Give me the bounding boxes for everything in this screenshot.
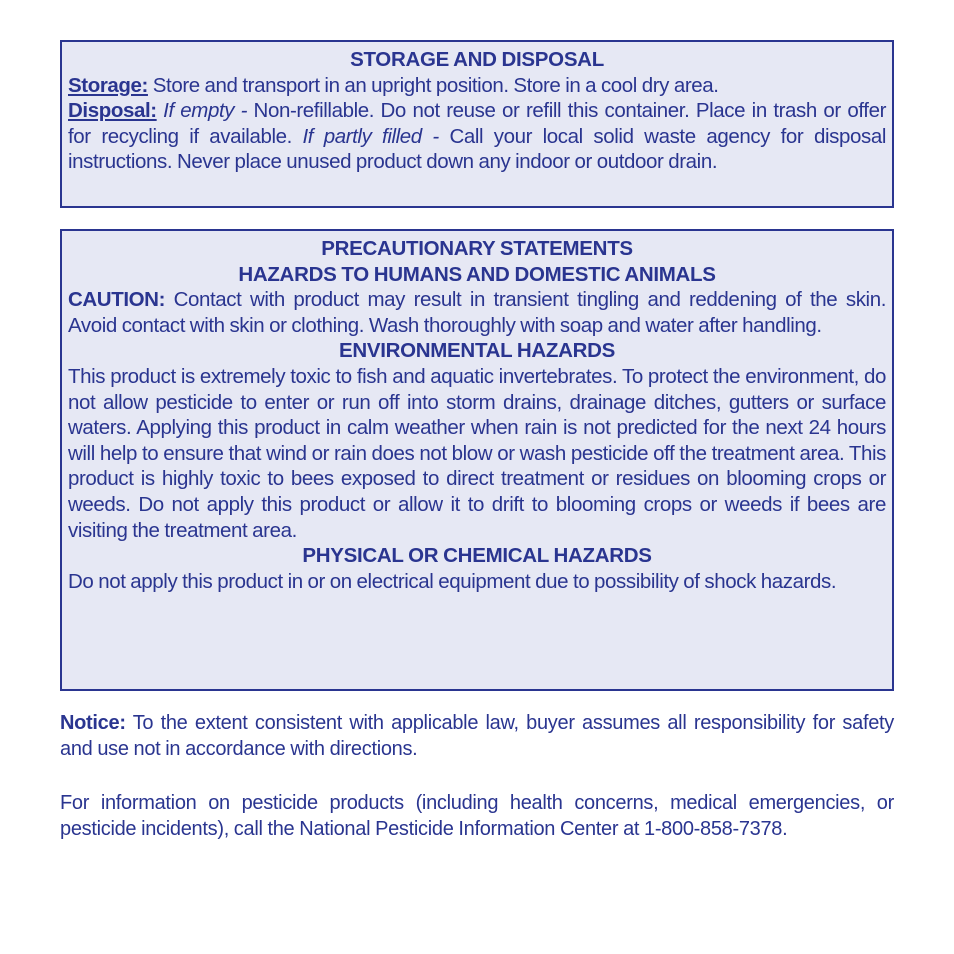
precautionary-heading: PRECAUTIONARY STATEMENTS [321, 237, 633, 260]
disposal-partly-label: If partly filled - [302, 124, 450, 148]
disposal-label: Disposal: [68, 99, 157, 123]
storage-paragraph [68, 73, 886, 99]
disposal-empty-label: If empty - [156, 99, 254, 123]
npic-info-paragraph: For information on pesticide products (including health concerns, medical emergencies, or pesticide incidents), call the National Pesticide Information Center at 1-800-858-7378. [60, 792, 894, 840]
physical-chemical-hazards-text: Do not apply this product in or on electrical equipment due to possibility of shock hazards. [68, 569, 837, 593]
notice-text: To the extent consistent with applicable law, buyer assumes all responsibility for safety and use not in accordance with directions. [60, 712, 894, 760]
caution-paragraph [68, 287, 886, 338]
hazards-humans-heading: HAZARDS TO HUMANS AND DOMESTIC ANIMALS [238, 262, 716, 286]
disposal-empty-text: Non-refillable. Do not reuse or refill this container. Place in trash or offer for recycling if available. [68, 99, 886, 148]
environmental-hazards-heading: ENVIRONMENTAL HAZARDS [338, 339, 616, 363]
physical-chemical-hazards-heading: PHYSICAL OR CHEMICAL HAZARDS [302, 544, 652, 568]
storage-disposal-heading: STORAGE AND DISPOSAL [350, 48, 604, 71]
storage-text: Store and transport in an upright position. Store in a cool dry area. [147, 73, 719, 97]
precautionary-statements-box [60, 229, 894, 691]
disposal-partly-text: Call your local solid waste agency for disposal instructions. Never place unused product down any indoor or outdoor drain. [68, 124, 886, 174]
caution-text: Contact with product may result in transient tingling and reddening of the skin. Avoid contact with skin or clothing. Wash thoroughly with soap and water after handling. [68, 288, 886, 337]
storage-disposal-box [60, 40, 894, 208]
notice-paragraph [60, 711, 894, 762]
notice-label: Notice: [60, 712, 126, 734]
environmental-hazards-text: This product is extremely toxic to fish and aquatic invertebrates. To protect the environment, do not allow pesticide to enter or run off into storm drains, drainage ditches, gutters or surface waters. Applying this product in calm weather when rain is not predicted for the next 24 hours will help to ensure that wind or rain does not blow or wash pesticide off the treatment area. This product is highly toxic to bees exposed to direct treatment or residues on blooming crops or weeds. Do not apply this product or allow it to drift to blooming crops or weeds if bees are visiting the treatment area. [68, 364, 886, 542]
storage-label: Storage: [68, 73, 148, 97]
caution-label: CAUTION: [68, 288, 166, 312]
disposal-paragraph [68, 98, 886, 175]
